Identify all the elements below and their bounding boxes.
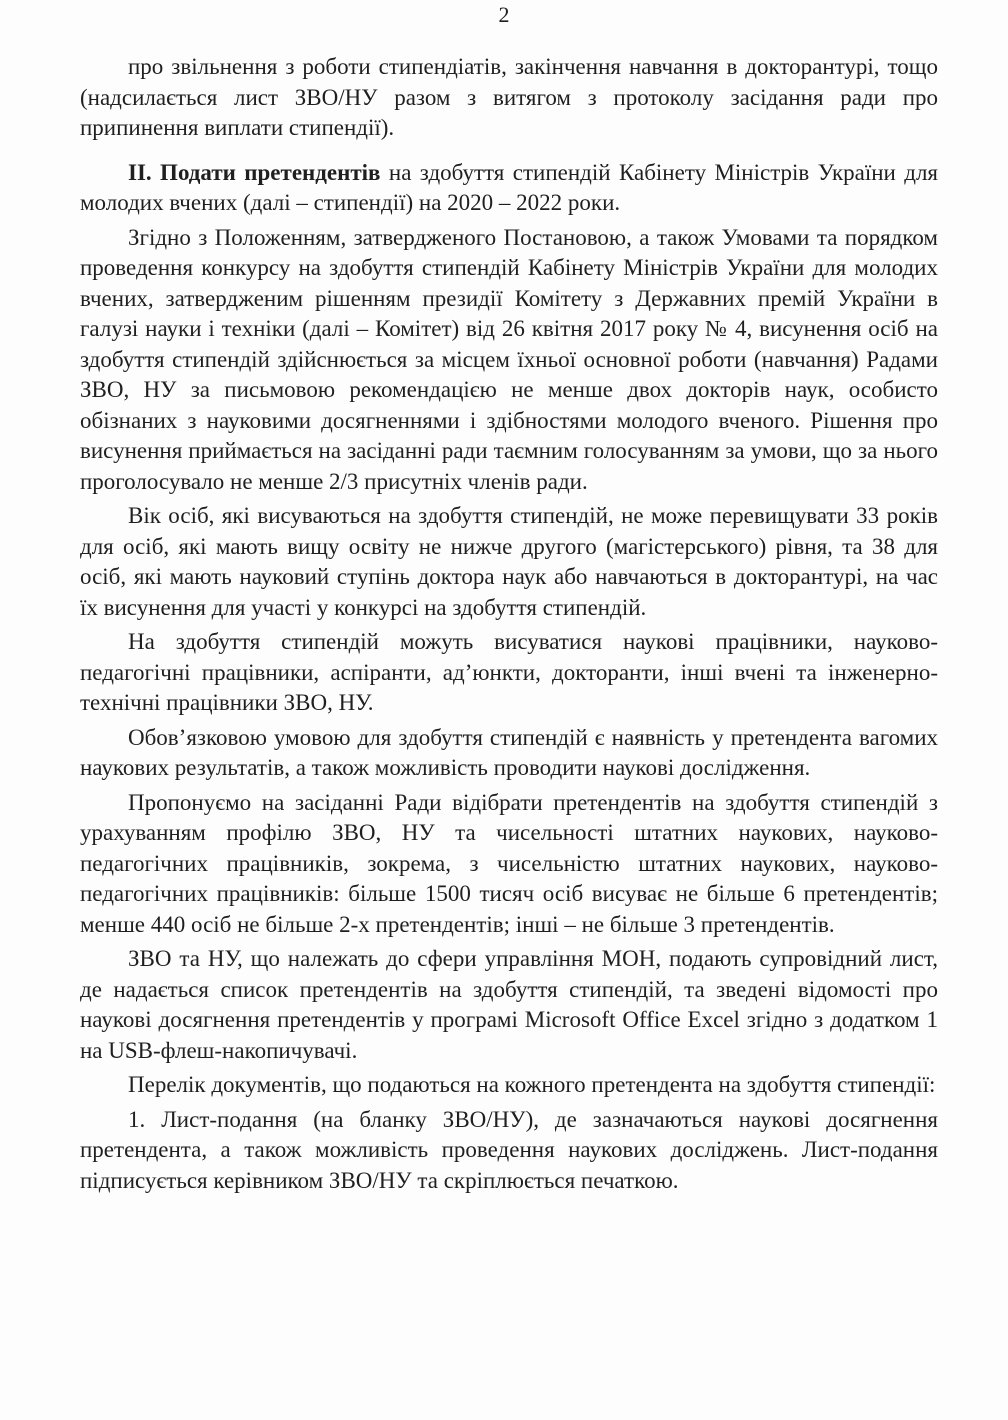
- paragraph-selection-quota: Пропонуємо на засіданні Ради відібрати претендентів на здобуття стипендій з урахуванням профілю ЗВО, НУ та чисельності штатних наукових, науково-педагогічних працівників, зокрема, з чисельністю штатних наукових, науково-педагогічних працівників: більше 1500 тисяч осіб висуває не більше 6 претендентів; менше 440 осіб не більше 2-х претендентів; інші – не більше 3 претендентів.: [80, 789, 938, 937]
- paragraph-mandatory-condition: Обов’язковою умовою для здобуття стипендій є наявність у претендента вагомих наукових результатів, а також можливість проводити наукові дослідження.: [80, 724, 938, 780]
- paragraph-regulations: Згідно з Положенням, затвердженого Постановою, а також Умовами та порядком проведення конкурсу на здобуття стипендій Кабінету Міністрів України для молодих вчених, затвердженим рішенням президії Комітету з Державних премій України в галузі науки і техніки (далі – Комітет) від 26 квітня 2017 року № 4, висунення осіб на здобуття стипендій здійснюється за місцем їхньої основної роботи (навчання) Радами ЗВО, НУ за письмовою рекомендацією не менше двох докторів наук, особисто обізнаних з науковими досягненнями і здібностями молодого вченого. Рішення про висунення приймається на засіданні ради таємним голосуванням за умови, що за нього проголосувало не менше 2/3 присутніх членів ради.: [80, 224, 938, 494]
- page-number: 2: [498, 2, 510, 27]
- section-heading: II. Подати претендентів: [128, 159, 381, 185]
- section-heading-paragraph: [80, 158, 938, 219]
- paragraph-submission: ЗВО та НУ, що належать до сфери управління МОН, подають супровідний лист, де надається список претендентів на здобуття стипендій, та зведені відомості про наукові досягнення претендентів у програмі Microsoft Office Excel згідно з додатком 1 на USB-флеш-накопичувачі.: [80, 946, 938, 1063]
- paragraph-documents-list: Перелік документів, що подаються на кожного претендента на здобуття стипендії:: [128, 1072, 936, 1097]
- list-item-submission-letter: 1. Лист-подання (на бланку ЗВО/НУ), де зазначаються наукові досягнення претендента, а також можливість проведення наукових досліджень. Лист-подання підписується керівником ЗВО/НУ та скріплюється печаткою.: [80, 1106, 938, 1193]
- paragraph-eligible-candidates: На здобуття стипендій можуть висуватися наукові працівники, науково-педагогічні працівники, аспіранти, ад’юнкти, докторанти, інші вчені та інженерно-технічні працівники ЗВО, НУ.: [80, 629, 938, 715]
- paragraph-age-limits: Вік осіб, які висуваються на здобуття стипендій, не може перевищувати 33 років для осіб, які мають вищу освіту не нижче другого (магістерського) рівня, та 38 для осіб, які мають науковий ступінь доктора наук або навчаються в докторантурі, на час їх висунення для участі у конкурсі на здобуття стипендій.: [80, 503, 938, 620]
- paragraph-continuation: про звільнення з роботи стипендіатів, закінчення навчання в докторантурі, тощо (надсилається лист ЗВО/НУ разом з витягом з протоколу засідання ради про припинення виплати стипендії).: [80, 54, 938, 140]
- section-heading-text: на здобуття стипендій Кабінету Міністрів України для молодих вчених (далі – стипендії) на 2020 – 2022 роки.: [80, 159, 939, 215]
- document-body: [80, 52, 938, 1200]
